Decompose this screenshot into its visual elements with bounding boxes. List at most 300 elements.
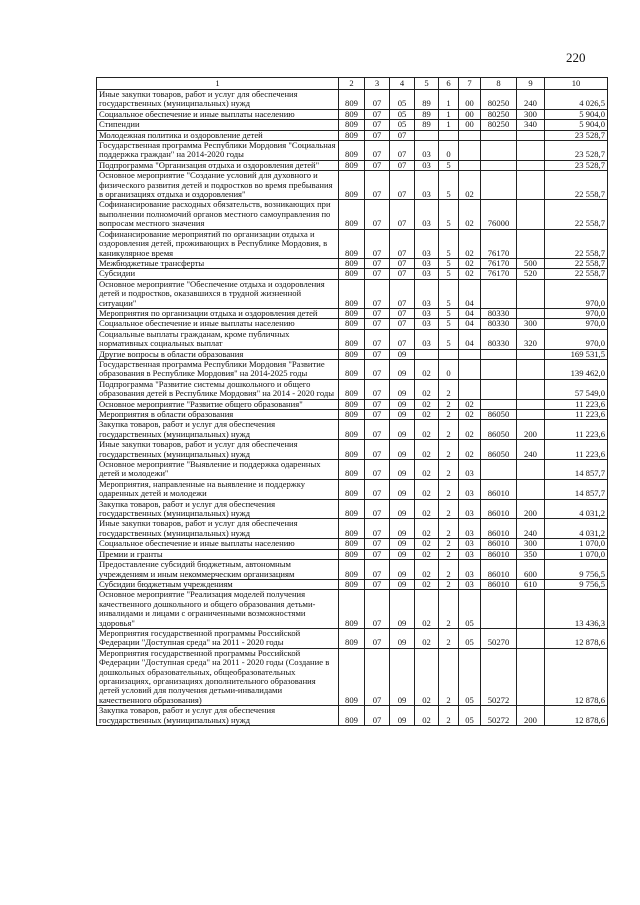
code-program: 02 — [415, 499, 439, 519]
code-direction — [481, 279, 517, 308]
code-subprogram: 0 — [439, 359, 459, 379]
code-subprogram: 0 — [439, 141, 459, 161]
code-activity: 02 — [459, 200, 481, 229]
code-subprogram: 1 — [439, 120, 459, 130]
row-name: Закупка товаров, работ и услуг для обеспечения государственных (муниципальных) нужд — [97, 706, 339, 726]
amount-cell: 23 528,7 — [545, 130, 608, 140]
code-program: 02 — [415, 479, 439, 499]
row-name: Основное мероприятие "Реализация моделей получения качественного дошкольного и общего образования детьми-инвалидами и лицами с ограниченными возможностями здоровья" — [97, 590, 339, 629]
amount-cell: 12 878,6 — [545, 648, 608, 705]
amount-cell: 14 857,7 — [545, 479, 608, 499]
code-activity — [459, 141, 481, 161]
code-admin: 809 — [339, 539, 365, 549]
code-expense-type — [517, 410, 545, 420]
code-subsection: 05 — [390, 120, 415, 130]
code-program: 02 — [415, 628, 439, 648]
code-activity: 02 — [459, 171, 481, 200]
code-program: 89 — [415, 90, 439, 110]
header-row — [97, 78, 608, 90]
code-section: 07 — [365, 410, 390, 420]
code-subprogram: 5 — [439, 160, 459, 170]
code-expense-type — [517, 460, 545, 480]
row-name: Социальное обеспечение и иные выплаты населению — [97, 109, 339, 119]
code-subprogram — [439, 130, 459, 140]
code-activity: 00 — [459, 90, 481, 110]
code-subsection: 07 — [390, 200, 415, 229]
code-activity: 03 — [459, 560, 481, 580]
code-admin: 809 — [339, 440, 365, 460]
code-expense-type: 610 — [517, 579, 545, 589]
code-activity: 03 — [459, 479, 481, 499]
code-subsection: 07 — [390, 171, 415, 200]
column-header: 8 — [481, 78, 517, 90]
code-expense-type — [517, 379, 545, 399]
code-direction: 80250 — [481, 90, 517, 110]
amount-cell: 4 031,2 — [545, 519, 608, 539]
code-direction — [481, 379, 517, 399]
amount-cell: 4 026,5 — [545, 90, 608, 110]
code-expense-type — [517, 628, 545, 648]
code-subsection: 09 — [390, 628, 415, 648]
row-name: Мероприятия по организации отдыха и оздоровления детей — [97, 308, 339, 318]
code-program: 02 — [415, 549, 439, 559]
code-activity: 04 — [459, 319, 481, 329]
code-direction: 86010 — [481, 479, 517, 499]
code-program — [415, 349, 439, 359]
table-row — [97, 539, 608, 549]
code-subsection: 09 — [390, 519, 415, 539]
code-admin: 809 — [339, 90, 365, 110]
table-row — [97, 420, 608, 440]
code-activity: 04 — [459, 279, 481, 308]
code-activity — [459, 349, 481, 359]
code-direction: 50272 — [481, 648, 517, 705]
code-subprogram: 5 — [439, 279, 459, 308]
code-admin: 809 — [339, 171, 365, 200]
code-subprogram: 2 — [439, 420, 459, 440]
code-section: 07 — [365, 269, 390, 279]
code-program: 02 — [415, 460, 439, 480]
code-admin: 809 — [339, 269, 365, 279]
code-program — [415, 130, 439, 140]
code-direction: 86050 — [481, 420, 517, 440]
code-expense-type — [517, 160, 545, 170]
code-program: 03 — [415, 258, 439, 268]
row-name: Софинансирование расходных обязательств, возникающих при выполнении полномочий органов местного самоуправления по вопросам местного значения — [97, 200, 339, 229]
row-name: Закупка товаров, работ и услуг для обеспечения государственных (муниципальных) нужд — [97, 499, 339, 519]
code-subprogram: 5 — [439, 269, 459, 279]
amount-cell: 13 436,3 — [545, 590, 608, 629]
code-expense-type — [517, 399, 545, 409]
row-name: Субсидии бюджетным учреждениям — [97, 579, 339, 589]
table-row — [97, 460, 608, 480]
amount-cell: 11 223,6 — [545, 399, 608, 409]
column-header: 1 — [97, 78, 339, 90]
code-subsection: 09 — [390, 420, 415, 440]
column-header: 2 — [339, 78, 365, 90]
code-admin: 809 — [339, 648, 365, 705]
code-activity: 02 — [459, 420, 481, 440]
code-expense-type: 340 — [517, 120, 545, 130]
code-subsection: 05 — [390, 90, 415, 110]
row-name: Мероприятия, направленные на выявление и поддержку одаренных детей и молодежи — [97, 479, 339, 499]
code-program: 03 — [415, 279, 439, 308]
code-program: 03 — [415, 171, 439, 200]
table-row — [97, 359, 608, 379]
table-row — [97, 308, 608, 318]
code-direction: 76170 — [481, 229, 517, 258]
code-subprogram: 2 — [439, 499, 459, 519]
code-direction — [481, 349, 517, 359]
code-section: 07 — [365, 539, 390, 549]
code-expense-type: 320 — [517, 329, 545, 349]
column-header: 7 — [459, 78, 481, 90]
amount-cell: 22 558,7 — [545, 258, 608, 268]
code-section: 07 — [365, 319, 390, 329]
code-direction: 86050 — [481, 440, 517, 460]
code-direction: 86010 — [481, 499, 517, 519]
code-subsection: 07 — [390, 258, 415, 268]
code-subprogram: 2 — [439, 549, 459, 559]
table-row — [97, 499, 608, 519]
code-subprogram: 5 — [439, 329, 459, 349]
code-admin: 809 — [339, 549, 365, 559]
code-subsection: 09 — [390, 706, 415, 726]
code-activity — [459, 160, 481, 170]
code-expense-type: 200 — [517, 706, 545, 726]
code-direction — [481, 590, 517, 629]
code-subsection: 09 — [390, 560, 415, 580]
amount-cell: 11 223,6 — [545, 410, 608, 420]
table-row — [97, 379, 608, 399]
code-subprogram: 2 — [439, 560, 459, 580]
code-program: 02 — [415, 539, 439, 549]
amount-cell: 22 558,7 — [545, 269, 608, 279]
code-activity: 02 — [459, 269, 481, 279]
code-expense-type — [517, 229, 545, 258]
code-admin: 809 — [339, 319, 365, 329]
code-subsection: 09 — [390, 539, 415, 549]
code-direction — [481, 160, 517, 170]
code-section: 07 — [365, 229, 390, 258]
code-expense-type: 300 — [517, 319, 545, 329]
row-name: Иные закупки товаров, работ и услуг для обеспечения государственных (муниципальных) нужд — [97, 519, 339, 539]
code-subprogram: 5 — [439, 171, 459, 200]
code-direction — [481, 359, 517, 379]
code-section: 07 — [365, 590, 390, 629]
code-subsection: 07 — [390, 130, 415, 140]
code-subprogram: 2 — [439, 519, 459, 539]
code-direction — [481, 130, 517, 140]
code-subprogram: 2 — [439, 379, 459, 399]
table-row — [97, 349, 608, 359]
code-activity: 02 — [459, 258, 481, 268]
row-name: Социальное обеспечение и иные выплаты населению — [97, 319, 339, 329]
table-row — [97, 410, 608, 420]
code-program: 03 — [415, 319, 439, 329]
column-header: 5 — [415, 78, 439, 90]
code-subprogram: 2 — [439, 590, 459, 629]
code-program: 02 — [415, 440, 439, 460]
code-admin: 809 — [339, 379, 365, 399]
amount-cell: 23 528,7 — [545, 141, 608, 161]
table-row — [97, 440, 608, 460]
code-admin: 809 — [339, 460, 365, 480]
amount-cell: 14 857,7 — [545, 460, 608, 480]
code-expense-type — [517, 130, 545, 140]
row-name: Иные закупки товаров, работ и услуг для обеспечения государственных (муниципальных) нужд — [97, 90, 339, 110]
table-row — [97, 479, 608, 499]
code-program: 02 — [415, 579, 439, 589]
row-name: Иные закупки товаров, работ и услуг для обеспечения государственных (муниципальных) нужд — [97, 440, 339, 460]
code-subsection: 07 — [390, 269, 415, 279]
code-program: 89 — [415, 109, 439, 119]
code-section: 07 — [365, 579, 390, 589]
code-subprogram: 1 — [439, 109, 459, 119]
amount-cell: 12 878,6 — [545, 706, 608, 726]
amount-cell: 1 070,0 — [545, 539, 608, 549]
code-expense-type: 240 — [517, 90, 545, 110]
page-number: 220 — [566, 50, 586, 65]
code-expense-type — [517, 279, 545, 308]
code-section: 07 — [365, 120, 390, 130]
code-direction: 86010 — [481, 539, 517, 549]
table-row — [97, 90, 608, 110]
code-activity: 05 — [459, 590, 481, 629]
table-row — [97, 269, 608, 279]
table-row — [97, 171, 608, 200]
row-name: Мероприятия государственной программы Российской Федерации "Доступная среда" на 2011 - 2020 годы — [97, 628, 339, 648]
amount-cell: 23 528,7 — [545, 160, 608, 170]
code-subprogram: 2 — [439, 460, 459, 480]
code-section: 07 — [365, 90, 390, 110]
code-direction: 76170 — [481, 269, 517, 279]
code-subsection: 05 — [390, 109, 415, 119]
code-admin: 809 — [339, 579, 365, 589]
table-row — [97, 579, 608, 589]
code-direction: 80250 — [481, 109, 517, 119]
code-subprogram: 5 — [439, 200, 459, 229]
code-subsection: 07 — [390, 329, 415, 349]
code-admin: 809 — [339, 329, 365, 349]
code-admin: 809 — [339, 109, 365, 119]
code-subsection: 09 — [390, 399, 415, 409]
code-expense-type: 500 — [517, 258, 545, 268]
code-program: 02 — [415, 519, 439, 539]
code-program: 02 — [415, 359, 439, 379]
code-admin: 809 — [339, 628, 365, 648]
code-admin: 809 — [339, 130, 365, 140]
code-program: 03 — [415, 160, 439, 170]
code-direction: 86010 — [481, 549, 517, 559]
amount-cell: 9 756,5 — [545, 560, 608, 580]
amount-cell: 970,0 — [545, 279, 608, 308]
code-direction: 50270 — [481, 628, 517, 648]
code-admin: 809 — [339, 706, 365, 726]
code-subprogram: 2 — [439, 399, 459, 409]
code-activity: 04 — [459, 329, 481, 349]
code-subprogram: 5 — [439, 319, 459, 329]
table-row — [97, 329, 608, 349]
table-row — [97, 399, 608, 409]
code-subprogram: 2 — [439, 648, 459, 705]
code-activity: 03 — [459, 519, 481, 539]
code-subsection: 09 — [390, 479, 415, 499]
code-section: 07 — [365, 440, 390, 460]
table-row — [97, 120, 608, 130]
code-program: 03 — [415, 200, 439, 229]
code-section: 07 — [365, 706, 390, 726]
code-subprogram: 2 — [439, 539, 459, 549]
code-section: 07 — [365, 141, 390, 161]
code-subprogram: 2 — [439, 706, 459, 726]
code-section: 07 — [365, 171, 390, 200]
code-program: 03 — [415, 329, 439, 349]
code-subsection: 09 — [390, 460, 415, 480]
table-row — [97, 109, 608, 119]
code-subprogram: 2 — [439, 410, 459, 420]
code-subprogram — [439, 349, 459, 359]
code-expense-type — [517, 308, 545, 318]
code-subsection: 09 — [390, 410, 415, 420]
column-header: 9 — [517, 78, 545, 90]
amount-cell: 22 558,7 — [545, 229, 608, 258]
amount-cell: 12 878,6 — [545, 628, 608, 648]
code-section: 07 — [365, 130, 390, 140]
code-section: 07 — [365, 628, 390, 648]
code-direction: 86010 — [481, 519, 517, 539]
row-name: Мероприятия в области образования — [97, 410, 339, 420]
row-name: Предоставление субсидий бюджетным, автономным учреждениям и иным некоммерческим организациям — [97, 560, 339, 580]
amount-cell: 5 904,0 — [545, 109, 608, 119]
amount-cell: 1 070,0 — [545, 549, 608, 559]
code-activity: 03 — [459, 549, 481, 559]
code-subprogram: 2 — [439, 579, 459, 589]
code-admin: 809 — [339, 141, 365, 161]
code-direction: 80330 — [481, 319, 517, 329]
amount-cell: 57 549,0 — [545, 379, 608, 399]
amount-cell: 970,0 — [545, 319, 608, 329]
code-direction — [481, 399, 517, 409]
code-direction: 86050 — [481, 410, 517, 420]
column-header: 10 — [545, 78, 608, 90]
code-admin: 809 — [339, 120, 365, 130]
code-expense-type — [517, 359, 545, 379]
row-name: Основное мероприятие "Развитие общего образования" — [97, 399, 339, 409]
code-subsection: 09 — [390, 648, 415, 705]
row-name: Государственная программа Республики Мордовия "Развитие образования в Республике Мордовия" на 2014-2025 годы — [97, 359, 339, 379]
amount-cell: 9 756,5 — [545, 579, 608, 589]
code-section: 07 — [365, 349, 390, 359]
code-subsection: 09 — [390, 379, 415, 399]
code-expense-type — [517, 479, 545, 499]
code-subsection: 07 — [390, 308, 415, 318]
table-row — [97, 319, 608, 329]
code-expense-type: 520 — [517, 269, 545, 279]
code-subprogram: 1 — [439, 90, 459, 110]
code-activity — [459, 359, 481, 379]
code-subsection: 07 — [390, 160, 415, 170]
code-section: 07 — [365, 399, 390, 409]
amount-cell: 5 904,0 — [545, 120, 608, 130]
code-admin: 809 — [339, 420, 365, 440]
code-subsection: 07 — [390, 229, 415, 258]
code-subsection: 07 — [390, 279, 415, 308]
amount-cell: 11 223,6 — [545, 420, 608, 440]
table-row — [97, 648, 608, 705]
code-subprogram: 2 — [439, 628, 459, 648]
row-name: Социальные выплаты гражданам, кроме публичных нормативных социальных выплат — [97, 329, 339, 349]
code-section: 07 — [365, 308, 390, 318]
code-program: 02 — [415, 420, 439, 440]
code-subprogram: 5 — [439, 308, 459, 318]
code-subprogram: 5 — [439, 258, 459, 268]
code-activity: 05 — [459, 628, 481, 648]
table-row — [97, 229, 608, 258]
code-direction: 86010 — [481, 560, 517, 580]
code-admin: 809 — [339, 200, 365, 229]
code-expense-type — [517, 171, 545, 200]
code-admin: 809 — [339, 399, 365, 409]
code-subprogram: 2 — [439, 479, 459, 499]
code-program: 03 — [415, 141, 439, 161]
row-name: Мероприятия государственной программы Российской Федерации "Доступная среда" на 2011 - 2020 годы (Создание в дошкольных образовательных, общеобразовательных организациях, организациях дополнительного образования детей условий для получения детьми-инвалидами качественного образования) — [97, 648, 339, 705]
code-expense-type: 200 — [517, 499, 545, 519]
row-name: Премии и гранты — [97, 549, 339, 559]
code-section: 07 — [365, 279, 390, 308]
code-expense-type — [517, 141, 545, 161]
code-direction — [481, 460, 517, 480]
code-expense-type — [517, 200, 545, 229]
code-direction: 80250 — [481, 120, 517, 130]
code-subprogram: 2 — [439, 440, 459, 460]
code-program: 03 — [415, 269, 439, 279]
row-name: Другие вопросы в области образования — [97, 349, 339, 359]
table-row — [97, 628, 608, 648]
code-section: 07 — [365, 379, 390, 399]
table-row — [97, 560, 608, 580]
code-direction: 76170 — [481, 258, 517, 268]
code-section: 07 — [365, 109, 390, 119]
code-program: 02 — [415, 560, 439, 580]
row-name: Социальное обеспечение и иные выплаты населению — [97, 539, 339, 549]
code-expense-type — [517, 590, 545, 629]
amount-cell: 22 558,7 — [545, 171, 608, 200]
code-subprogram: 5 — [439, 229, 459, 258]
code-admin: 809 — [339, 479, 365, 499]
amount-cell: 22 558,7 — [545, 200, 608, 229]
code-admin: 809 — [339, 499, 365, 519]
code-section: 07 — [365, 549, 390, 559]
row-name: Субсидии — [97, 269, 339, 279]
code-expense-type: 300 — [517, 109, 545, 119]
code-activity: 03 — [459, 499, 481, 519]
table-row — [97, 200, 608, 229]
code-section: 07 — [365, 359, 390, 379]
table-row — [97, 590, 608, 629]
code-program: 03 — [415, 229, 439, 258]
table-row — [97, 279, 608, 308]
code-subsection: 09 — [390, 499, 415, 519]
amount-cell: 139 462,0 — [545, 359, 608, 379]
code-section: 07 — [365, 160, 390, 170]
code-admin: 809 — [339, 519, 365, 539]
code-activity: 03 — [459, 539, 481, 549]
amount-cell: 11 223,6 — [545, 440, 608, 460]
code-expense-type — [517, 648, 545, 705]
amount-cell: 970,0 — [545, 308, 608, 318]
code-section: 07 — [365, 460, 390, 480]
